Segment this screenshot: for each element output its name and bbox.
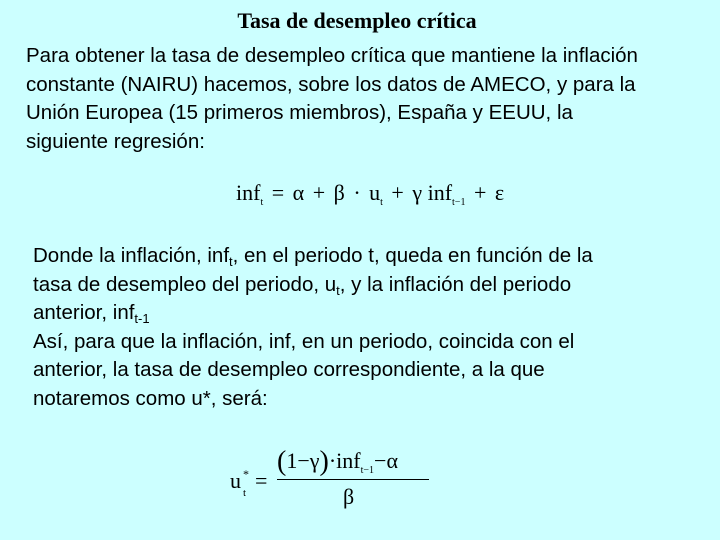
eq1-plus: +	[391, 180, 404, 205]
explanation-line: anterior, la tasa de desempleo correspondiente, a la que	[33, 358, 545, 381]
eq1-lhs-sub: t	[260, 197, 264, 208]
eq2-lhs	[230, 466, 268, 499]
eq1-epsilon: ε	[494, 180, 505, 205]
eq2-fraction-bar	[277, 479, 429, 480]
eq1-plus: +	[312, 180, 326, 205]
eq1-inf-sub: t−1	[452, 197, 466, 208]
eq1-alpha: α	[292, 180, 305, 205]
intro-line: constante (NAIRU) hacemos, sobre los datos de AMECO, y para la	[26, 72, 636, 96]
intro-line: Unión Europea (15 primeros miembros), España y EEUU, la	[26, 101, 573, 124]
explanation-line: tasa de desempleo del periodo, $u_t$, y la inflación del periodo	[33, 272, 572, 298]
eq2-u-star: u * t	[230, 467, 249, 499]
eq1-plus: +	[473, 180, 487, 205]
eq1-beta: β	[333, 180, 345, 205]
eq1-u: u	[369, 180, 381, 205]
explanation-line: notaremos como u*, será:	[33, 386, 268, 410]
eq2-denominator: β	[343, 484, 355, 509]
regression-equation	[236, 178, 504, 208]
intro-line: siguiente regresión:	[26, 129, 205, 153]
explanation-line: anterior, inf$_{t-1}$	[33, 301, 150, 326]
eq1-dot: ·	[353, 180, 361, 205]
eq1-equals: =	[271, 180, 285, 205]
explanation-line: Así, para que la inflación, inf, en un periodo, coincida con el	[33, 329, 575, 353]
nairu-equation	[230, 446, 440, 516]
eq1-lhs-inf: inf	[236, 180, 261, 205]
explanation-line: Donde la inflación, inf$_t$, en el periodo t, queda en función de la	[33, 244, 593, 269]
explanation-paragraph	[33, 242, 703, 413]
slide-title: Tasa de desempleo crítica	[237, 8, 477, 33]
intro-paragraph	[26, 42, 706, 156]
eq1-inf: inf	[427, 180, 453, 205]
eq2-numerator: (1−γ)·inf$_{t-1}$−α	[277, 446, 398, 477]
eq1-u-sub: t	[380, 197, 383, 208]
eq2-equals: =	[255, 468, 268, 493]
intro-line: Para obtener la tasa de desempleo crítica que mantiene la inflación	[26, 44, 638, 67]
eq1-gamma: γ	[412, 180, 423, 205]
